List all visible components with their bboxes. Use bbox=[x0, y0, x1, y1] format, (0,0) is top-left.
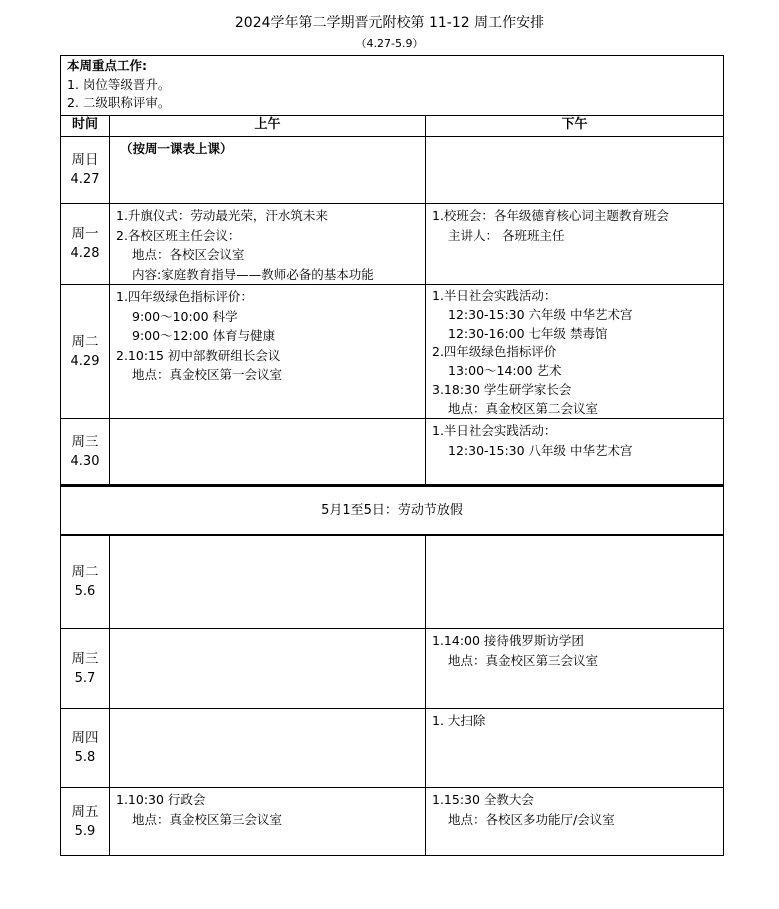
schedule-line: 1.半日社会实践活动： bbox=[432, 288, 557, 303]
schedule-line: 1.校班会：各年级德育核心词主题教育班会 bbox=[432, 208, 669, 223]
header-time: 时间 bbox=[60, 115, 110, 137]
schedule-line: 1.15:30 全教大会 bbox=[432, 792, 534, 807]
day-name: 周一 bbox=[71, 226, 99, 242]
morning-cell bbox=[109, 628, 426, 709]
holiday-notice bbox=[60, 485, 724, 536]
schedule-line: 主讲人： 各班班主任 bbox=[448, 227, 565, 243]
focus-item: 2. 二级职称评审。 bbox=[67, 95, 171, 110]
afternoon-cell bbox=[425, 535, 724, 629]
day-cell bbox=[60, 203, 110, 285]
schedule-line: 地点：各校区多功能厅/会议室 bbox=[448, 811, 615, 827]
schedule-line: 地点：真金校区第一会议室 bbox=[132, 367, 283, 382]
morning-cell bbox=[109, 787, 426, 856]
header-afternoon: 下午 bbox=[425, 115, 724, 137]
day-cell bbox=[60, 628, 110, 709]
day-cell bbox=[60, 284, 110, 419]
day-name: 周五 bbox=[71, 803, 99, 820]
afternoon-cell bbox=[425, 628, 724, 709]
schedule-line: 地点：各校区会议室 bbox=[132, 247, 245, 262]
schedule-line: 1. 大扫除 bbox=[432, 713, 486, 728]
weekly-focus bbox=[60, 55, 724, 116]
morning-cell bbox=[109, 284, 426, 419]
afternoon-cell bbox=[425, 708, 724, 788]
schedule-line: 地点：真金校区第三会议室 bbox=[448, 652, 599, 668]
schedule-line: 地点：真金校区第二会议室 bbox=[448, 400, 599, 416]
day-cell bbox=[60, 535, 110, 629]
day-name: 周二 bbox=[71, 333, 99, 350]
day-cell bbox=[60, 418, 110, 485]
day-date: 5.8 bbox=[74, 750, 96, 765]
schedule-line: 2.各校区班主任会议： bbox=[116, 227, 241, 243]
day-date: 4.27 bbox=[70, 172, 100, 187]
date-range: （4.27-5.9） bbox=[355, 37, 424, 50]
schedule-line: （按周一课表上课） bbox=[120, 141, 233, 156]
schedule-line: 内容:家庭教育指导——教师必备的基本功能 bbox=[132, 266, 374, 282]
day-name: 周四 bbox=[71, 730, 99, 746]
day-name: 周二 bbox=[71, 564, 99, 580]
afternoon-cell bbox=[425, 136, 724, 204]
schedule-line: 2.四年级绿色指标评价 bbox=[432, 344, 557, 360]
afternoon-cell bbox=[425, 284, 724, 419]
schedule-line: 3.18:30 学生研学家长会 bbox=[432, 381, 572, 397]
afternoon-cell bbox=[425, 787, 724, 856]
day-date: 4.29 bbox=[70, 353, 100, 369]
morning-cell bbox=[109, 136, 426, 204]
schedule-line: 12:30-16:00 七年级 禁毒馆 bbox=[448, 325, 608, 341]
morning-cell bbox=[109, 708, 426, 788]
day-date: 4.30 bbox=[70, 453, 100, 469]
afternoon-cell bbox=[425, 418, 724, 485]
schedule-line: 1.10:30 行政会 bbox=[116, 792, 206, 807]
schedule-line: 1.升旗仪式：劳动最光荣，汗水筑未来 bbox=[116, 208, 328, 223]
day-cell bbox=[60, 136, 110, 204]
day-name: 周三 bbox=[71, 650, 99, 667]
morning-cell bbox=[109, 418, 426, 485]
schedule-line: 9:00～10:00 科学 bbox=[132, 308, 238, 324]
day-date: 5.6 bbox=[74, 584, 96, 599]
schedule-line: 1.半日社会实践活动： bbox=[432, 423, 557, 438]
holiday-text: 5月1至5日：劳动节放假 bbox=[321, 502, 463, 518]
day-cell bbox=[60, 787, 110, 856]
header-morning: 上午 bbox=[109, 115, 426, 137]
focus-item: 1. 岗位等级晋升。 bbox=[67, 76, 171, 92]
schedule-line: 1.四年级绿色指标评价： bbox=[116, 289, 253, 304]
morning-cell bbox=[109, 203, 426, 285]
day-name: 周日 bbox=[71, 152, 99, 168]
schedule-line: 12:30-15:30 八年级 中华艺术宫 bbox=[448, 442, 633, 458]
schedule-line: 地点：真金校区第三会议室 bbox=[132, 811, 283, 827]
day-name: 周三 bbox=[71, 433, 99, 450]
schedule-line: 9:00～12:00 体育与健康 bbox=[132, 328, 276, 343]
schedule-line: 13:00～14:00 艺术 bbox=[448, 363, 562, 379]
schedule-line: 1.14:00 接待俄罗斯访学团 bbox=[432, 633, 584, 648]
afternoon-cell bbox=[425, 203, 724, 285]
morning-cell bbox=[109, 535, 426, 629]
schedule-line: 2.10:15 初中部教研组长会议 bbox=[116, 347, 281, 363]
schedule-line: 12:30-15:30 六年级 中华艺术宫 bbox=[448, 306, 633, 322]
day-cell bbox=[60, 708, 110, 788]
day-date: 5.9 bbox=[74, 823, 96, 839]
day-date: 4.28 bbox=[70, 246, 100, 261]
day-date: 5.7 bbox=[74, 670, 96, 686]
page-title: 2024学年第二学期晋元附校第 11-12 周工作安排 bbox=[234, 15, 545, 31]
focus-heading: 本周重点工作: bbox=[67, 58, 147, 73]
